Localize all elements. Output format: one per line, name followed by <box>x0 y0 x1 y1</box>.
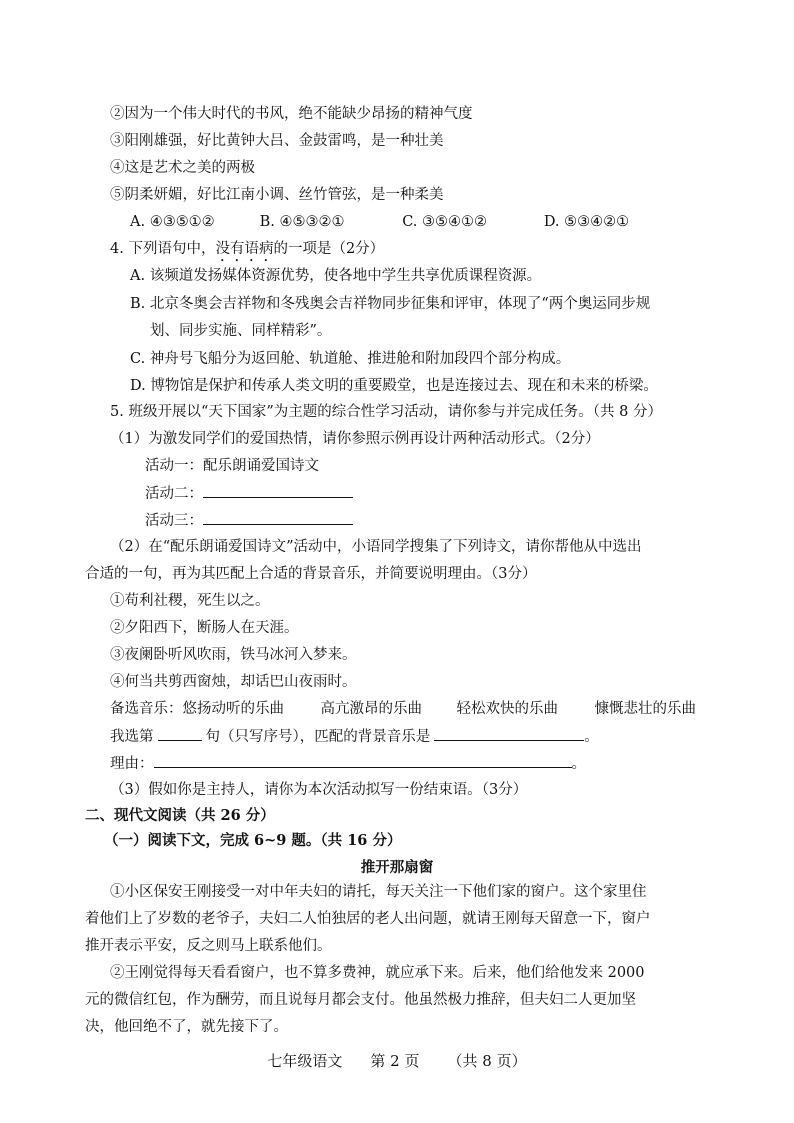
q5-activity3-label: 活动三： <box>145 513 203 529</box>
reason-line <box>110 753 586 774</box>
poem-3: ③夜阑卧听风吹雨，铁马冰河入梦来。 <box>110 647 357 663</box>
q4-stem-emphasis: 没有语病 <box>215 241 274 257</box>
q5-part2-line2: 合适的一句，再为其匹配上合适的背景音乐，并简要说明理由。（3分） <box>85 566 537 582</box>
reason-blank[interactable] <box>154 753 572 768</box>
q4-stem-post: 的一项是（2分） <box>273 241 385 257</box>
music-label: 备选音乐： <box>110 701 183 717</box>
footer-total: （共 8 页） <box>447 1052 527 1070</box>
q4-option-b-cont: 划、同步实施、同样精彩”。 <box>150 323 332 339</box>
music-3: 轻松欢快的乐曲 <box>456 701 558 717</box>
q3-item-2: ②因为一个伟大时代的书风，绝不能缺少昂扬的精神气度 <box>110 106 473 122</box>
poem-2: ②夕阳西下，断肠人在天涯。 <box>110 620 299 636</box>
music-choice-blank[interactable] <box>434 726 584 741</box>
q5-activity3 <box>145 510 353 531</box>
section2-subheading: （一）阅读下文，完成 6~9 题。（共 16 分） <box>104 832 402 849</box>
paragraph2-line3: 决，他回绝不了，就先接下了。 <box>85 1019 288 1035</box>
sentence-number-blank[interactable] <box>158 726 202 741</box>
reason-end: 。 <box>571 756 586 772</box>
reason-label: 理由： <box>110 756 154 772</box>
q4-option-c: C. 神舟号飞船分为返回舱、轨道舱、推进舱和附加段四个部分构成。 <box>130 351 571 367</box>
q5-part1: （1）为激发同学们的爱国热情，请你参照示例再设计两种活动形式。（2分） <box>110 431 600 447</box>
choose-middle: 句（只写序号），匹配的背景音乐是 <box>205 729 431 745</box>
q5-activity2 <box>145 483 353 504</box>
choose-line <box>110 726 599 747</box>
activity3-answer-blank[interactable] <box>203 510 353 525</box>
choose-prefix: 我选第 <box>110 729 154 745</box>
section2-heading: 二、现代文阅读（共 26 分） <box>85 807 275 824</box>
q4-option-b: B. 北京冬奥会吉祥物和冬残奥会吉祥物同步征集和评审，体现了“两个奥运同步规 <box>130 296 651 312</box>
choose-end: 。 <box>584 729 599 745</box>
paragraph1-line3: 推开表示平安，反之则马上联系他们。 <box>85 938 332 954</box>
q3-item-3: ③阳刚雄强，好比黄钟大吕、金鼓雷鸣，是一种壮美 <box>110 133 444 149</box>
q3-options <box>130 212 629 232</box>
q5-activity2-label: 活动二： <box>145 486 203 502</box>
paragraph2-line1: ②王刚觉得每天看看窗户，也不算多费神，就应承下来。后来，他们给他发来 2000 <box>110 965 645 981</box>
q3-option-c: C. ③⑤④①② <box>402 214 488 230</box>
q3-option-b: B. ④⑤③②① <box>259 214 345 230</box>
footer-subject: 七年级语文 <box>267 1052 343 1070</box>
q4-stem <box>110 239 384 265</box>
q4-option-a: A. 该频道发扬媒体资源优势，使各地中学生共享优质课程资源。 <box>130 268 542 284</box>
q3-option-a: A. ④③⑤①② <box>130 214 215 230</box>
paragraph1-line1: ①小区保安王刚接受一对中年夫妇的请托，每天关注一下他们家的窗户。这个家里住 <box>110 884 647 900</box>
music-4: 慷慨悲壮的乐曲 <box>594 701 696 717</box>
activity2-answer-blank[interactable] <box>203 483 353 498</box>
q4-stem-pre: 4. 下列语句中， <box>110 241 216 257</box>
q5-stem: 5. 班级开展以“天下国家”为主题的综合性学习活动，请你参与并完成任务。（共 8 分） <box>110 404 662 420</box>
q3-option-d: D. ⑤③④②① <box>543 214 630 230</box>
q3-item-4: ④这是艺术之美的两极 <box>110 160 255 176</box>
poem-4: ④何当共剪西窗烛，却话巴山夜雨时。 <box>110 674 357 690</box>
q4-option-d: D. 博物馆是保护和传承人类文明的重要殿堂，也是连接过去、现在和未来的桥梁。 <box>130 378 658 394</box>
footer-page: 第 2 页 <box>370 1052 420 1070</box>
q5-part2-line1: （2）在“配乐朗诵爱国诗文”活动中，小语同学搜集了下列诗文，请你帮他从中选出 <box>110 539 642 555</box>
music-2: 高亢激昂的乐曲 <box>320 701 422 717</box>
page-footer <box>0 1050 794 1071</box>
music-options <box>110 699 696 719</box>
paragraph1-line2: 着他们上了岁数的老爷子，夫妇二人怕独居的老人出问题，就请王刚每天留意一下，窗户 <box>85 911 651 927</box>
q5-activity1: 活动一：配乐朗诵爱国诗文 <box>145 458 319 474</box>
paragraph2-line2: 元的微信红包，作为酬劳，而且说每月都会支付。他虽然极力推辞，但夫妇二人更加坚 <box>85 992 636 1008</box>
article-title: 推开那扇窗 <box>360 859 434 876</box>
music-1: 悠扬动听的乐曲 <box>182 701 284 717</box>
q5-part3: （3）假如你是主持人，请你为本次活动拟写一份结束语。（3分） <box>110 782 528 798</box>
q3-item-5: ⑤阴柔妍媚，好比江南小调、丝竹管弦，是一种柔美 <box>110 187 444 203</box>
poem-1: ①苟利社稷，死生以之。 <box>110 593 270 609</box>
